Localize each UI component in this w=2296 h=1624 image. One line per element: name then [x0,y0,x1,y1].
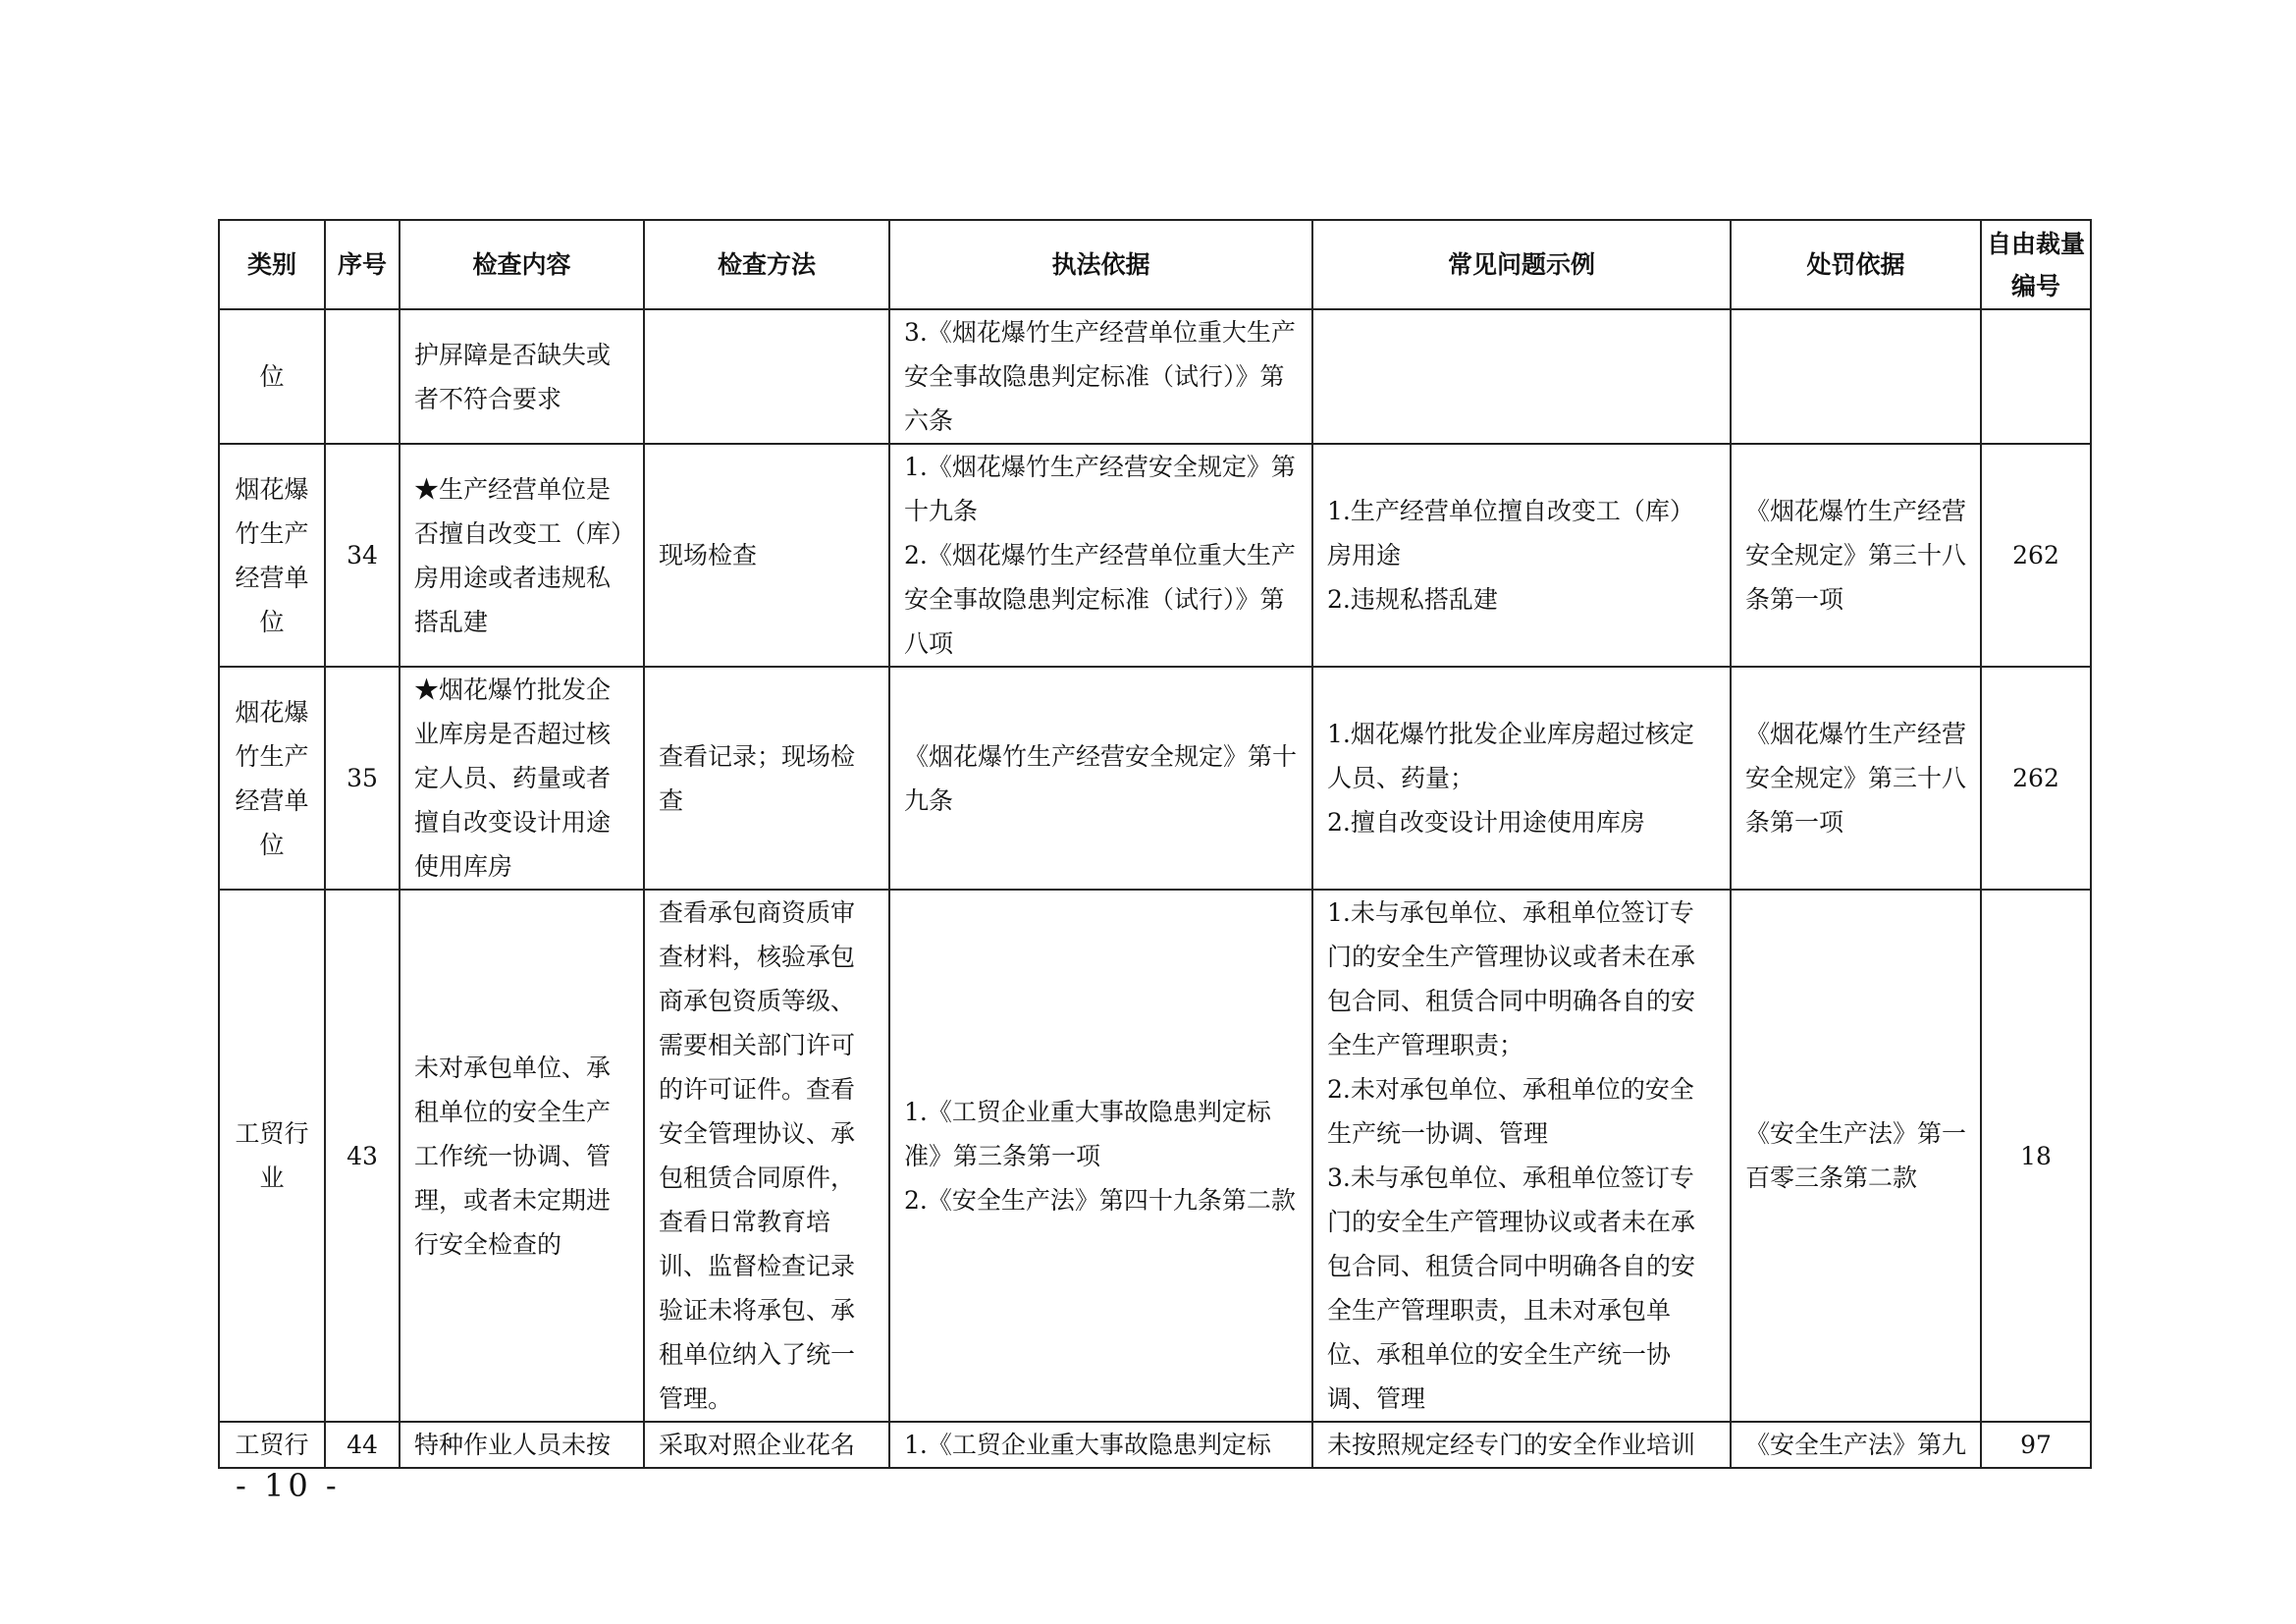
cell-content: 护屏障是否缺失或者不符合要求 [400,309,644,444]
basis-line: 1.《烟花爆竹生产经营安全规定》第十九条 [904,453,1296,525]
cell-method: 查看承包商资质审查材料，核验承包商承包资质等级、需要相关部门许可的许可证件。查看安全管理协议、承包租赁合同原件，查看日常教育培训、监督检查记录验证未将承包、承租单位纳入了统一管理。 [644,890,889,1422]
basis-line: 1.《工贸企业重大事故隐患判定标准》第三条第一项 [904,1097,1271,1170]
cell-penalty: 《安全生产法》第九 [1731,1422,1981,1468]
table-header-row [219,220,2091,309]
header-number: 序号 [325,220,400,309]
header-issues: 常见问题示例 [1312,220,1731,309]
cell-method [644,309,889,444]
header-content: 检查内容 [400,220,644,309]
cell-code: 262 [1981,444,2091,667]
cell-basis [889,890,1312,1422]
cell-code: 97 [1981,1422,2091,1468]
cell-category: 位 [219,309,325,444]
cell-penalty: 《烟花爆竹生产经营安全规定》第三十八条第一项 [1731,667,1981,890]
cell-number: 43 [325,890,400,1422]
basis-line: 2.《安全生产法》第四十九条第二款 [904,1185,1296,1215]
inspection-table [218,219,2092,1469]
cell-number [325,309,400,444]
cell-category: 工贸行 [219,1422,325,1468]
header-method: 检查方法 [644,220,889,309]
cell-number: 44 [325,1422,400,1468]
table-row [219,890,2091,1422]
cell-issues [1312,444,1731,667]
cell-basis [889,444,1312,667]
cell-code [1981,309,2091,444]
table-row [219,444,2091,667]
header-basis: 执法依据 [889,220,1312,309]
basis-line: 《烟花爆竹生产经营安全规定》第十九条 [904,741,1298,815]
table-row [219,1422,2091,1468]
issue-line: 未按照规定经专门的安全作业培训 [1327,1431,1696,1459]
cell-category: 烟花爆竹生产经营单位 [219,444,325,667]
cell-content: 特种作业人员未按 [400,1422,644,1468]
cell-penalty [1731,309,1981,444]
cell-issues [1312,667,1731,890]
basis-line: 2.《烟花爆竹生产经营单位重大生产安全事故隐患判定标准（试行）》第八项 [904,541,1296,658]
header-code: 自由裁量编号 [1981,220,2091,309]
basis-line: 3.《烟花爆竹生产经营单位重大生产安全事故隐患判定标准（试行）》第六条 [904,318,1296,435]
cell-penalty: 《烟花爆竹生产经营安全规定》第三十八条第一项 [1731,444,1981,667]
page-number: - 10 - [236,1467,341,1504]
cell-issues [1312,309,1731,444]
issue-line: 1.烟花爆竹批发企业库房超过核定人员、药量； [1327,720,1694,792]
cell-basis [889,667,1312,890]
cell-number: 35 [325,667,400,890]
cell-basis [889,1422,1312,1468]
cell-content: 未对承包单位、承租单位的安全生产工作统一协调、管理，或者未定期进行安全检查的 [400,890,644,1422]
cell-category: 工贸行业 [219,890,325,1422]
issue-line: 3.未与承包单位、承租单位签订专门的安全生产管理协议或者未在承包合同、租赁合同中明确各自的安全生产管理职责，且未对承包单位、承租单位的安全生产统一协调、管理 [1327,1164,1696,1413]
cell-basis [889,309,1312,444]
table-row [219,309,2091,444]
issue-line: 2.违规私搭乱建 [1327,585,1498,614]
issue-line: 2.未对承包单位、承租单位的安全生产统一协调、管理 [1327,1075,1694,1148]
cell-number: 34 [325,444,400,667]
header-category: 类别 [219,220,325,309]
header-penalty: 处罚依据 [1731,220,1981,309]
cell-content: ★烟花爆竹批发企业库房是否超过核定人员、药量或者擅自改变设计用途使用库房 [400,667,644,890]
cell-code: 18 [1981,890,2091,1422]
cell-content: ★生产经营单位是否擅自改变工（库）房用途或者违规私搭乱建 [400,444,644,667]
cell-penalty: 《安全生产法》第一百零三条第二款 [1731,890,1981,1422]
cell-code: 262 [1981,667,2091,890]
cell-issues [1312,1422,1731,1468]
issue-line: 1.未与承包单位、承租单位签订专门的安全生产管理协议或者未在承包合同、租赁合同中明确各自的安全生产管理职责； [1327,898,1696,1059]
cell-method: 采取对照企业花名 [644,1422,889,1468]
cell-method: 查看记录；现场检查 [644,667,889,890]
cell-category: 烟花爆竹生产经营单位 [219,667,325,890]
cell-method: 现场检查 [644,444,889,667]
table-row [219,667,2091,890]
cell-issues [1312,890,1731,1422]
basis-line: 1.《工贸企业重大事故隐患判定标 [904,1431,1271,1459]
issue-line: 2.擅自改变设计用途使用库房 [1327,808,1645,837]
issue-line: 1.生产经营单位擅自改变工（库）房用途 [1327,497,1694,569]
